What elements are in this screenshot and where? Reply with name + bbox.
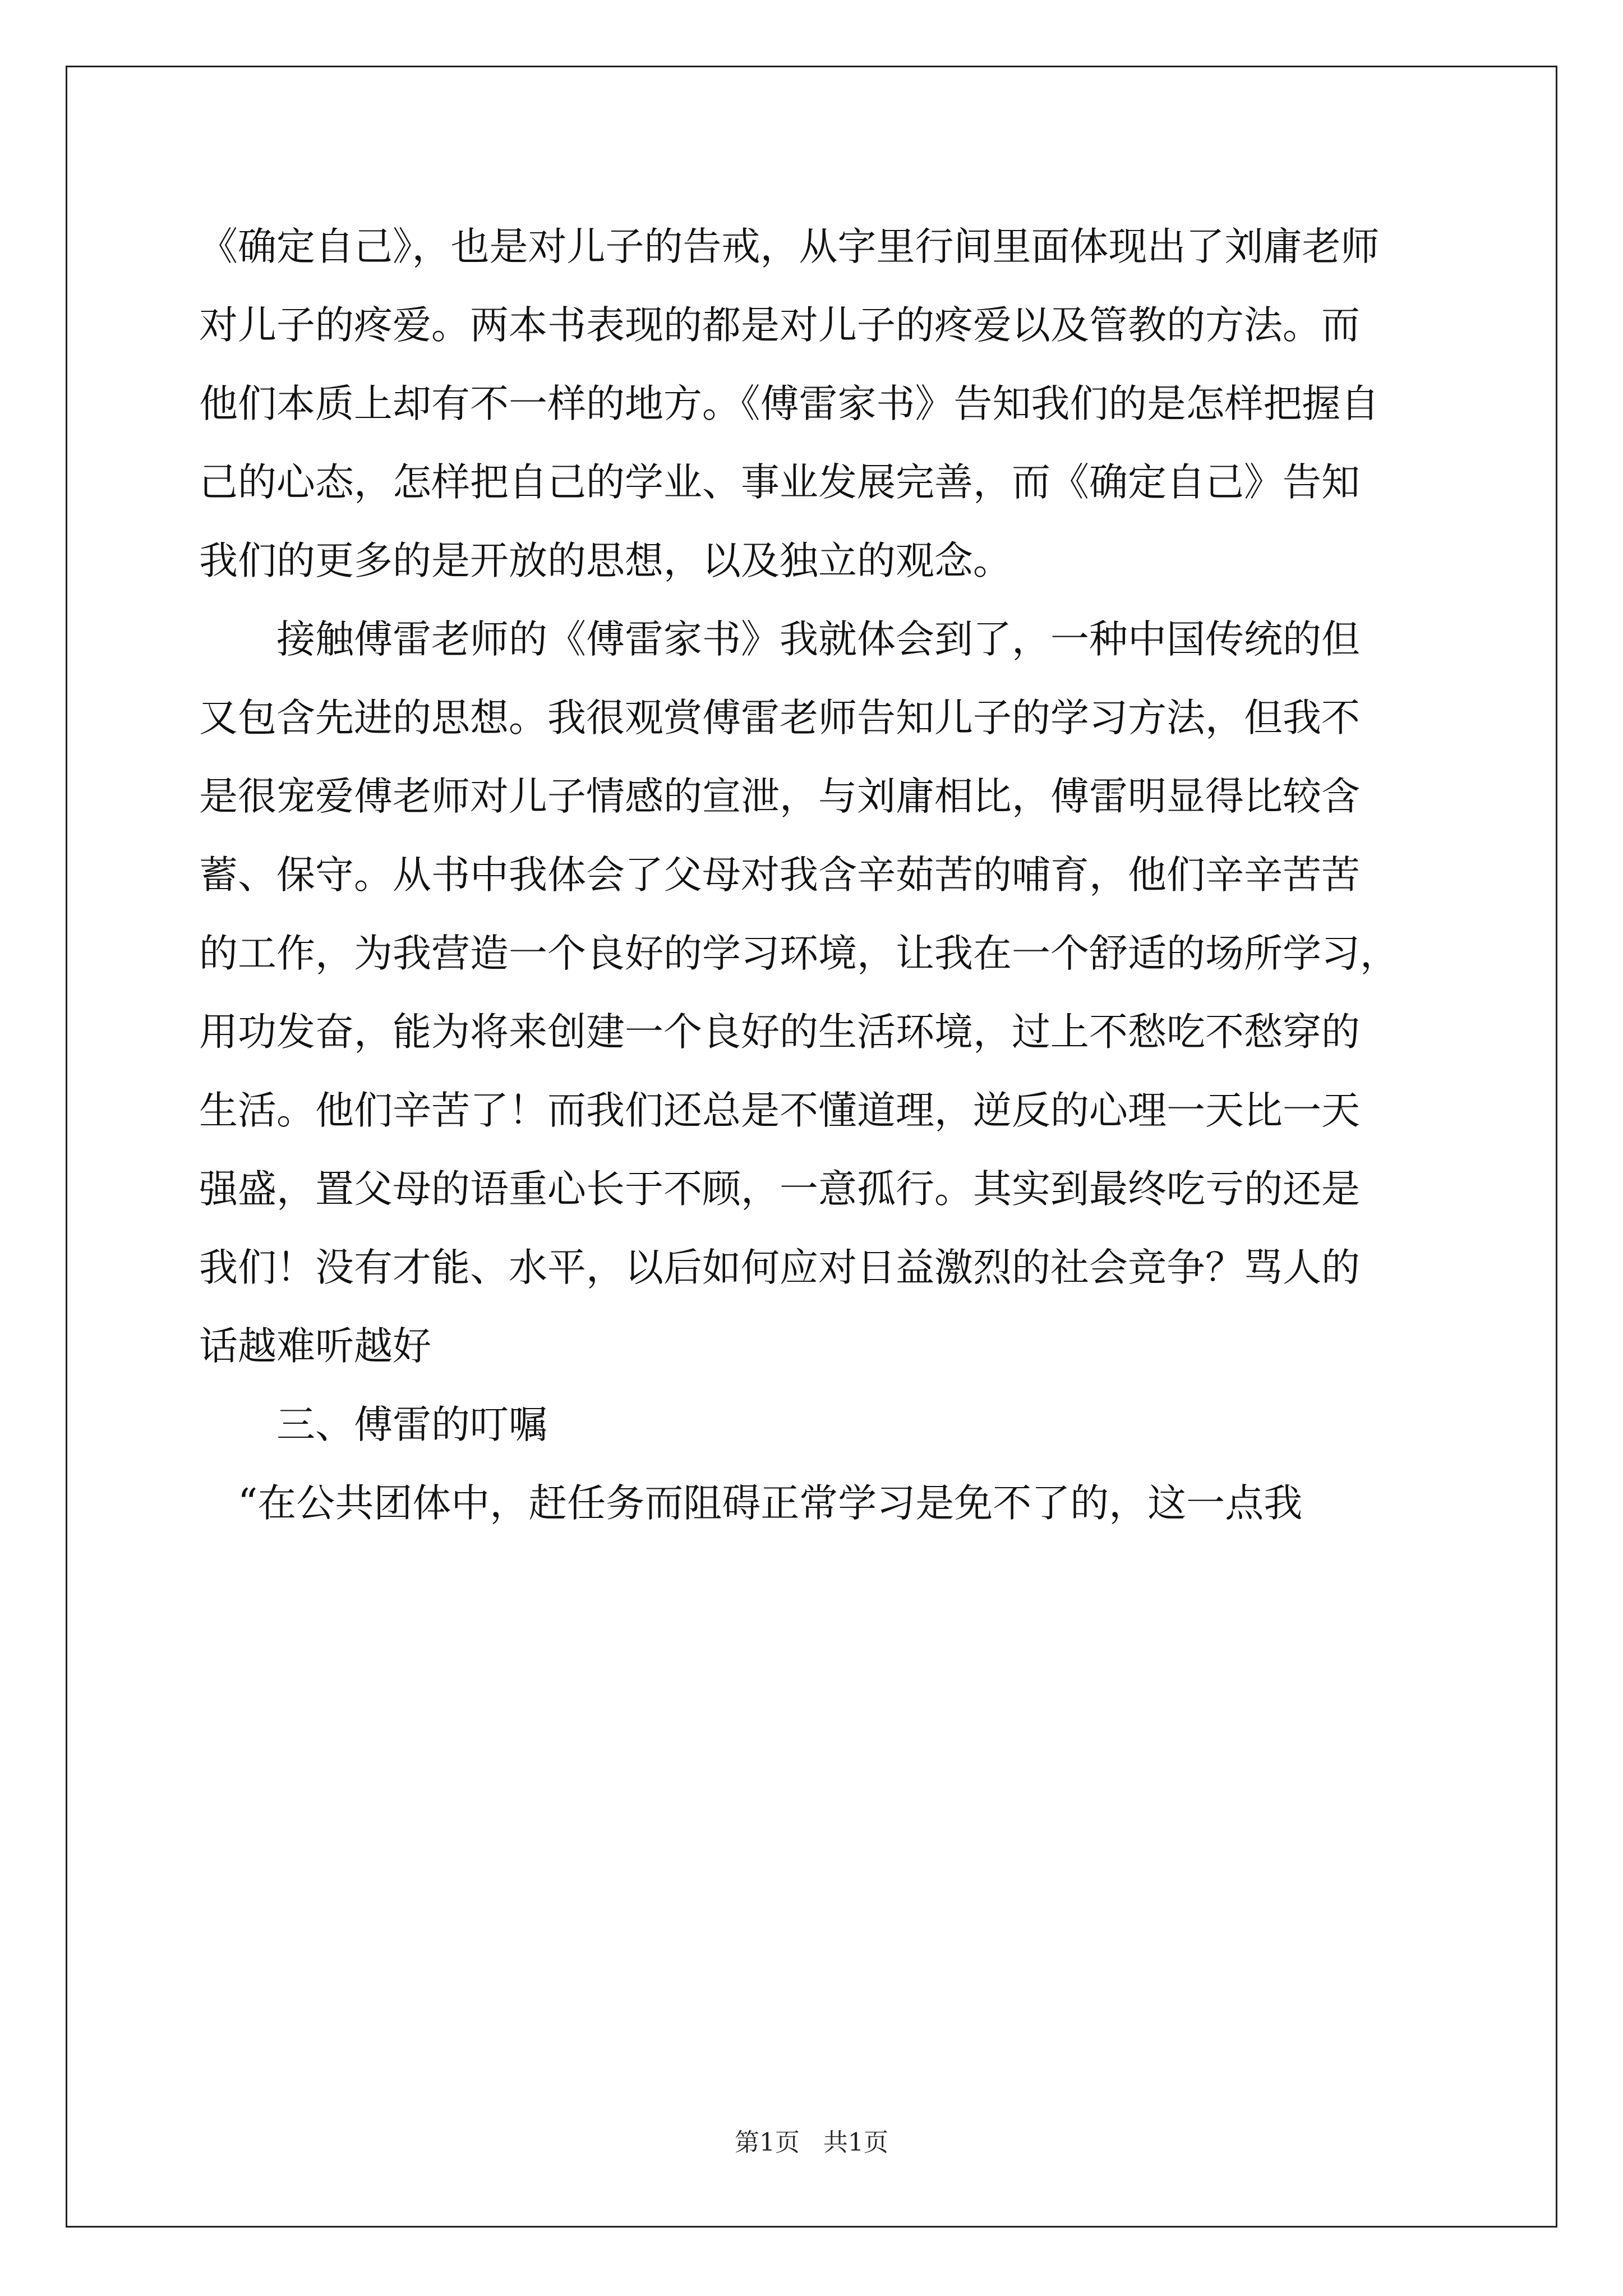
text-line: 话越难听越好: [199, 1324, 431, 1369]
text-line: “在公共团体中，赶任务而阻碍正常学习是免不了的，这一点我: [199, 1481, 1303, 1526]
text-line: 接触傅雷老师的《傅雷家书》我就体会到了，一种中国传统的但: [199, 617, 1360, 662]
text-line: 用功发奋，能为将来创建一个良好的生活环境，过上不愁吃不愁穿的: [199, 1010, 1360, 1055]
text-line: 对儿子的疼爱。两本书表现的都是对儿子的疼爱以及管教的方法。而: [199, 303, 1360, 348]
section-heading: 三、傅雷的叮嘱: [199, 1402, 547, 1447]
text-line: 又包含先进的思想。我很观赏傅雷老师告知儿子的学习方法，但我不: [199, 696, 1360, 740]
text-line: 他们本质上却有不一样的地方。《傅雷家书》告知我们的是怎样把握自: [199, 381, 1380, 426]
text-line: 生活。他们辛苦了！而我们还总是不懂道理，逆反的心理一天比一天: [199, 1088, 1360, 1133]
page-footer: [0, 2126, 1623, 2160]
document-body: [199, 208, 1455, 1543]
text-line: 《确定自己》，也是对儿子的告戒，从字里行间里面体现出了刘庸老师: [199, 224, 1380, 269]
text-line: 强盛，置父母的语重心长于不顾，一意孤行。其实到最终吃亏的还是: [199, 1167, 1360, 1212]
text-line: 己的心态，怎样把自己的学业、事业发展完善，而《确定自己》告知: [199, 460, 1360, 505]
text-line: 我们！没有才能、水平，以后如何应对日益激烈的社会竞争？骂人的: [199, 1245, 1360, 1290]
text-line: 的工作，为我营造一个良好的学习环境，让我在一个舒适的场所学习，: [199, 931, 1399, 976]
text-line: 是很宠爱傅老师对儿子情感的宣泄，与刘庸相比，傅雷明显得比较含: [199, 774, 1360, 819]
page-number: 第1页: [735, 2128, 800, 2157]
page-total: 共1页: [823, 2128, 888, 2157]
text-line: 蓄、保守。从书中我体会了父母对我含辛茹苦的哺育，他们辛辛苦苦: [199, 853, 1360, 898]
text-line: 我们的更多的是开放的思想，以及独立的观念。: [199, 539, 1012, 583]
